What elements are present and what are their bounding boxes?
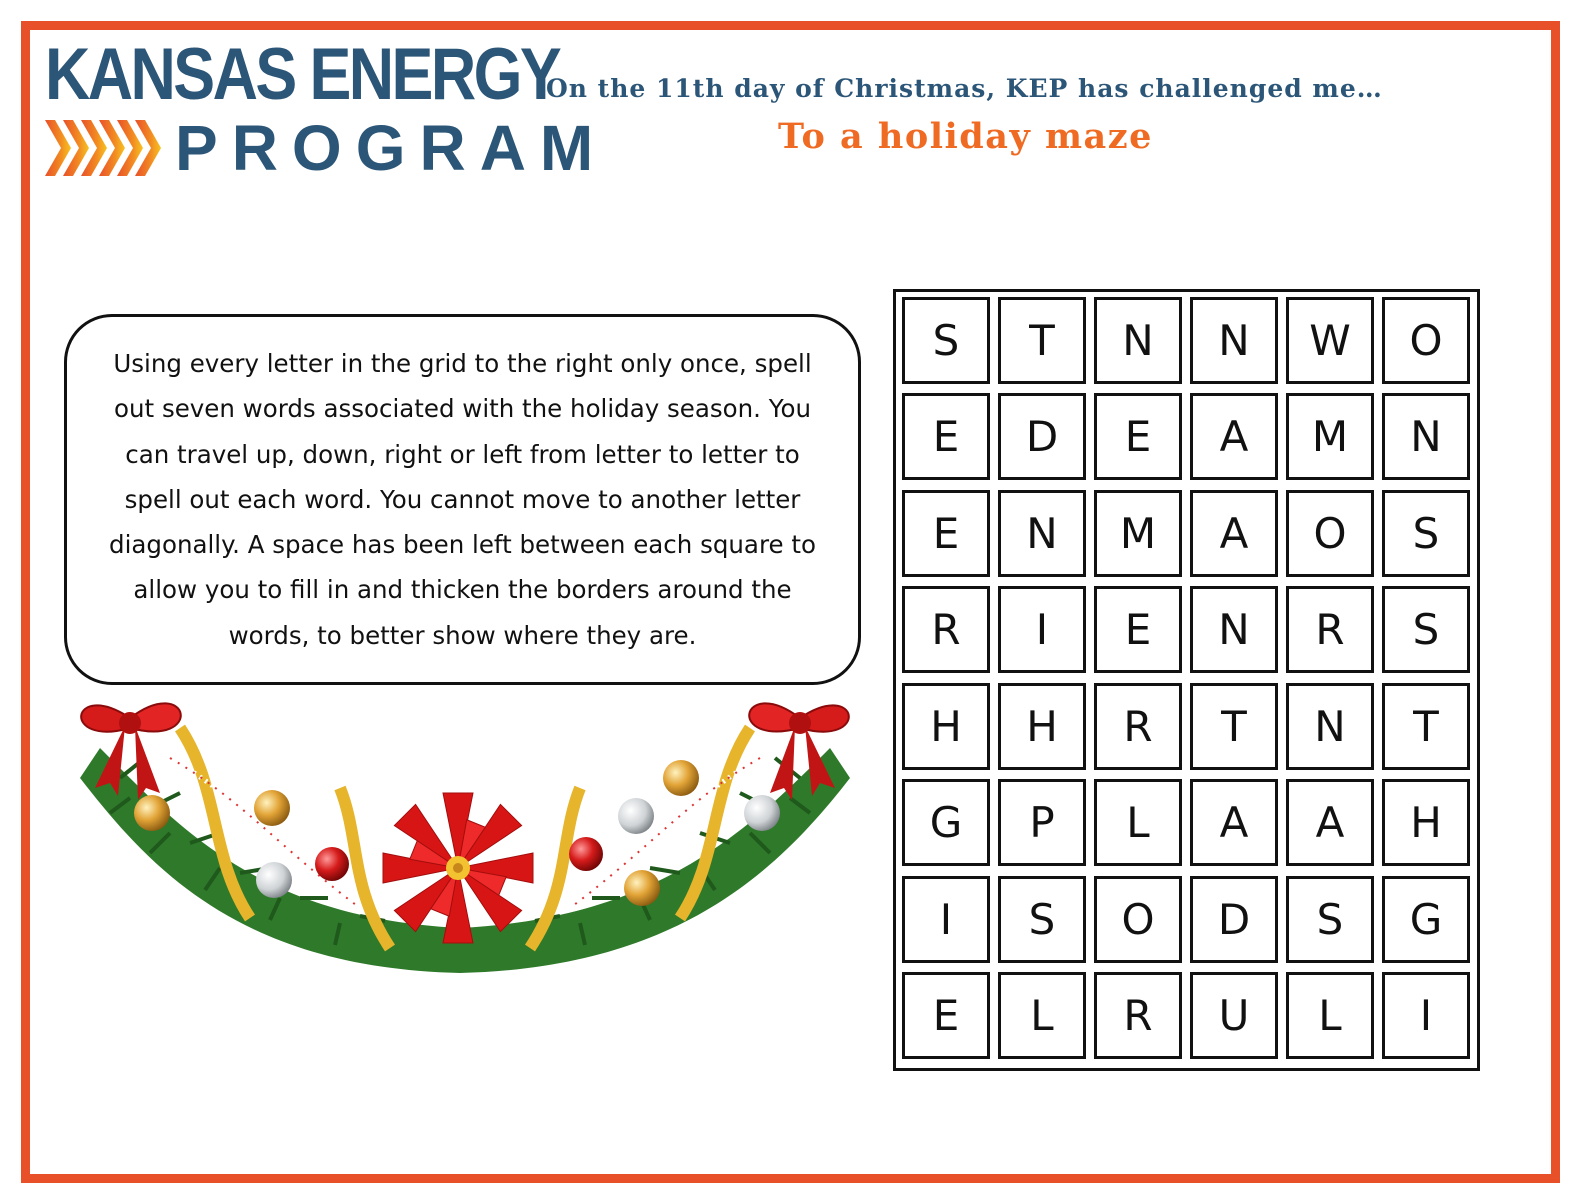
ornament	[618, 798, 654, 834]
subtitle: On the 11th day of Christmas, KEP has challenged me…	[546, 74, 1383, 103]
grid-cell[interactable]: S	[1382, 586, 1470, 673]
grid-cell[interactable]: E	[902, 972, 990, 1059]
grid-cell[interactable]: D	[1190, 876, 1278, 963]
grid-cell[interactable]: O	[1094, 876, 1182, 963]
grid-cell[interactable]: H	[998, 683, 1086, 770]
logo-line-2: PROGRAM	[175, 112, 608, 184]
grid-cell[interactable]: G	[902, 779, 990, 866]
grid-cell[interactable]: I	[998, 586, 1086, 673]
grid-cell[interactable]: R	[902, 586, 990, 673]
page-title: To a holiday maze	[778, 116, 1153, 157]
grid-cell[interactable]: G	[1382, 876, 1470, 963]
grid-cell[interactable]: N	[1190, 586, 1278, 673]
grid-cell[interactable]: R	[1094, 972, 1182, 1059]
grid-cell[interactable]: D	[998, 393, 1086, 480]
grid-cell[interactable]: E	[902, 393, 990, 480]
grid-cell[interactable]: T	[1382, 683, 1470, 770]
instructions-box	[64, 314, 861, 685]
grid-cell[interactable]: E	[902, 490, 990, 577]
grid-cell[interactable]: W	[1286, 297, 1374, 384]
grid-cell[interactable]: A	[1190, 490, 1278, 577]
chevrons-icon	[45, 120, 165, 176]
grid-cell[interactable]: L	[1286, 972, 1374, 1059]
grid-cell[interactable]: N	[1286, 683, 1374, 770]
logo-line-1: KANSAS ENERGY	[45, 34, 560, 115]
grid-cell[interactable]: N	[1190, 297, 1278, 384]
grid-cell[interactable]: L	[998, 972, 1086, 1059]
grid-cell[interactable]: N	[1094, 297, 1182, 384]
grid-cell[interactable]: O	[1286, 490, 1374, 577]
grid-cell[interactable]: I	[902, 876, 990, 963]
grid-cell[interactable]: A	[1190, 779, 1278, 866]
grid-cell[interactable]: S	[998, 876, 1086, 963]
garland-illustration	[60, 668, 870, 998]
ornament	[624, 870, 660, 906]
grid-cell[interactable]: E	[1094, 586, 1182, 673]
grid-cell[interactable]: M	[1286, 393, 1374, 480]
grid-cell[interactable]: U	[1190, 972, 1278, 1059]
grid-cell[interactable]: S	[902, 297, 990, 384]
ornament	[256, 862, 292, 898]
grid-cell[interactable]: H	[902, 683, 990, 770]
ornament	[569, 837, 603, 871]
grid-cell[interactable]: L	[1094, 779, 1182, 866]
ornament	[254, 790, 290, 826]
grid-cell[interactable]: A	[1286, 779, 1374, 866]
grid-cell[interactable]: R	[1286, 586, 1374, 673]
grid-cell[interactable]: I	[1382, 972, 1470, 1059]
letter-grid	[893, 289, 1480, 1071]
grid-cell[interactable]: T	[998, 297, 1086, 384]
grid-cell[interactable]: M	[1094, 490, 1182, 577]
grid-cell[interactable]: O	[1382, 297, 1470, 384]
grid-cell[interactable]: R	[1094, 683, 1182, 770]
grid-cell[interactable]: P	[998, 779, 1086, 866]
instructions-text: Using every letter in the grid to the right only once, spell out seven words associated with the holiday season. You can travel up, down, right or left from letter to letter to spell out each word. You cannot move to another letter diagonally. A space has been left between each square to allow you to fill in and thicken the borders around the words, to better show where they are.	[109, 349, 816, 650]
grid-cell[interactable]: N	[1382, 393, 1470, 480]
ornament	[315, 847, 349, 881]
ornament	[744, 795, 780, 831]
ornament	[134, 795, 170, 831]
grid-cell[interactable]: A	[1190, 393, 1278, 480]
grid-cell[interactable]: N	[998, 490, 1086, 577]
grid-cell[interactable]: H	[1382, 779, 1470, 866]
grid-cell[interactable]: T	[1190, 683, 1278, 770]
grid-cell[interactable]: S	[1286, 876, 1374, 963]
ornament	[663, 760, 699, 796]
grid-cell[interactable]: S	[1382, 490, 1470, 577]
poinsettia	[383, 793, 533, 943]
grid-cell[interactable]: E	[1094, 393, 1182, 480]
